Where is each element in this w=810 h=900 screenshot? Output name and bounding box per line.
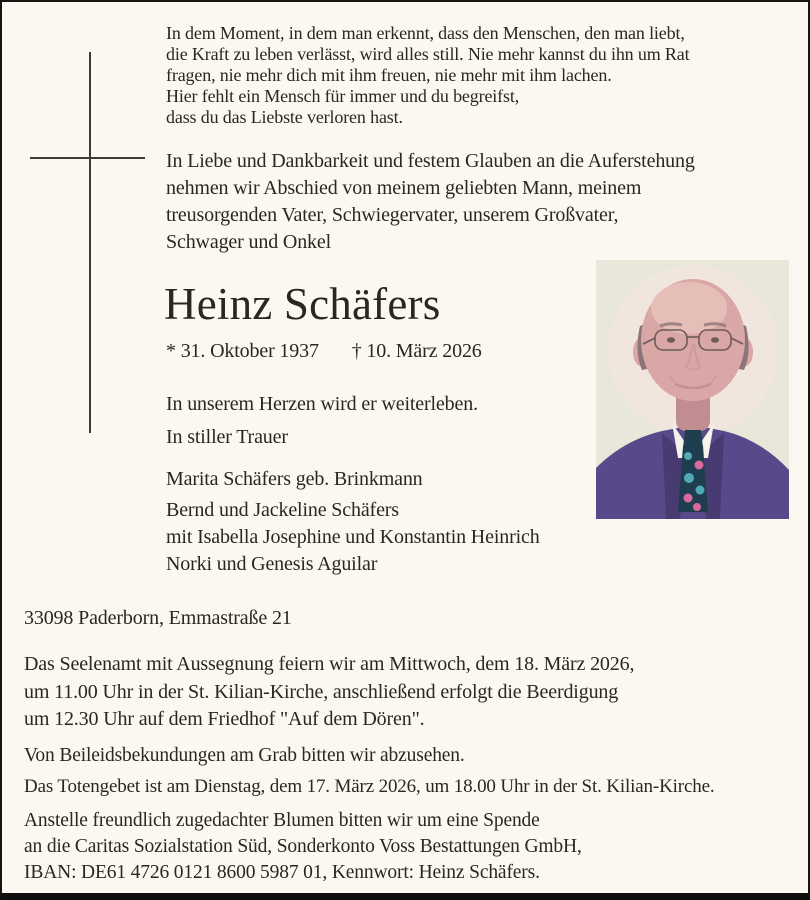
condolence-note: Von Beileidsbekundungen am Grab bitten wir abzusehen. xyxy=(24,745,465,766)
cross-horizontal-bar xyxy=(30,157,145,159)
funeral-service-details xyxy=(24,651,634,734)
donation-line: Anstelle freundlich zugedachter Blumen bitten wir um eine Spende xyxy=(24,810,540,831)
family-address: 33098 Paderborn, Emmastraße 21 xyxy=(24,607,292,629)
mourning-line: In stiller Trauer xyxy=(166,426,288,448)
portrait-photo xyxy=(596,260,789,519)
epitaph-line: dass du das Liebste verloren hast. xyxy=(166,107,403,127)
birth-date: * 31. Oktober 1937 xyxy=(166,340,319,362)
service-line: um 11.00 Uhr in der St. Kilian-Kirche, anschließend erfolgt die Beerdigung xyxy=(24,680,619,703)
farewell-line: Schwager und Onkel xyxy=(166,231,332,253)
epitaph-verse xyxy=(166,23,689,128)
farewell-paragraph xyxy=(166,148,695,256)
farewell-line: In Liebe und Dankbarkeit und festem Glauben an die Auferstehung xyxy=(166,150,695,172)
memory-line: In unserem Herzen wird er weiterleben. xyxy=(166,393,478,415)
donation-line: an die Caritas Sozialstation Süd, Sonderkonto Voss Bestattungen GmbH, xyxy=(24,836,582,857)
donation-request xyxy=(24,808,582,886)
life-dates xyxy=(166,340,482,363)
prayer-notice: Das Totengebet ist am Dienstag, dem 17. März 2026, um 18.00 Uhr in der St. Kilian-Kirche. xyxy=(24,776,715,797)
mourner-name: Norki und Genesis Aguilar xyxy=(166,553,378,575)
cross-vertical-bar xyxy=(89,52,91,433)
farewell-line: treusorgenden Vater, Schwiegervater, unserem Großvater, xyxy=(166,204,619,226)
mourner-name: Marita Schäfers geb. Brinkmann xyxy=(166,468,423,490)
epitaph-line: Hier fehlt ein Mensch für immer und du begreifst, xyxy=(166,86,520,106)
mourner-name: Bernd und Jackeline Schäfers xyxy=(166,499,399,521)
portrait-illustration xyxy=(596,260,789,519)
epitaph-line: fragen, nie mehr dich mit ihm freuen, nie mehr mit ihm lachen. xyxy=(166,65,612,85)
mourner-name: mit Isabella Josephine und Konstantin Heinrich xyxy=(166,526,540,548)
donation-line: IBAN: DE61 4726 0121 8600 5987 01, Kennwort: Heinz Schäfers. xyxy=(24,862,540,883)
deceased-name: Heinz Schäfers xyxy=(164,279,441,329)
epitaph-line: In dem Moment, in dem man erkennt, dass den Menschen, den man liebt, xyxy=(166,23,685,43)
epitaph-line: die Kraft zu leben verlässt, wird alles still. Nie mehr kannst du ihn um Rat xyxy=(166,44,690,64)
death-date: † 10. März 2026 xyxy=(351,340,482,362)
service-line: Das Seelenamt mit Aussegnung feiern wir am Mittwoch, dem 18. März 2026, xyxy=(24,653,635,675)
service-line: um 12.30 Uhr auf dem Friedhof "Auf dem Dören". xyxy=(24,708,425,730)
farewell-line: nehmen wir Abschied von meinem geliebten Mann, meinem xyxy=(166,177,642,199)
